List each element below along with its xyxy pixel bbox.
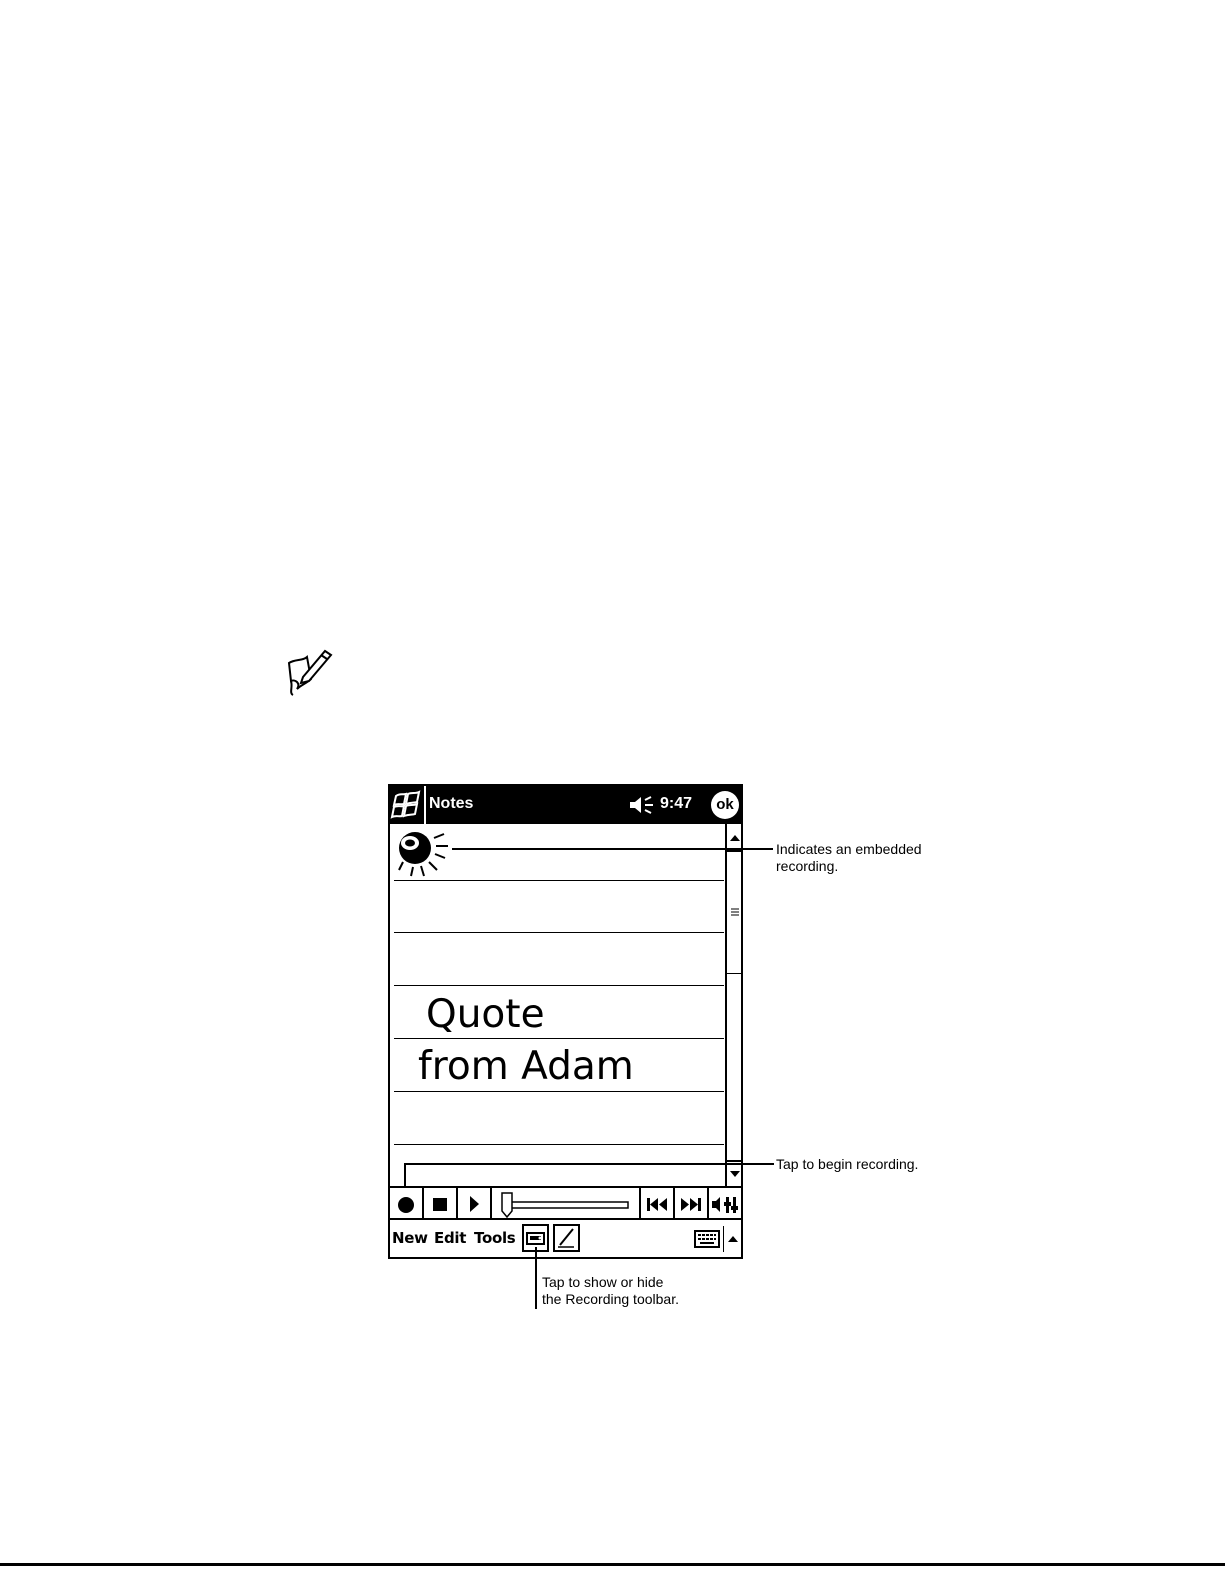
play-button[interactable] (458, 1188, 492, 1218)
position-slider[interactable] (492, 1188, 641, 1218)
skip-back-button[interactable] (641, 1188, 675, 1218)
play-icon (458, 1188, 490, 1218)
page-bottom-rule (0, 1563, 1225, 1566)
arrow-down-icon (727, 1162, 743, 1186)
embedded-recording-icon[interactable] (393, 826, 451, 878)
callout-text-line: the Recording toolbar. (542, 1291, 679, 1307)
slider-track (492, 1188, 639, 1218)
keyboard-icon[interactable] (694, 1229, 720, 1249)
ruled-line (394, 985, 724, 986)
callout-embedded-recording (776, 841, 922, 875)
title-bar (390, 786, 741, 824)
notes-screen (388, 784, 743, 1259)
app-title: Notes (429, 795, 474, 812)
ruled-line (394, 880, 724, 881)
ruled-line (394, 1091, 724, 1092)
handwriting-line[interactable]: from Adam (418, 1044, 634, 1089)
vertical-scrollbar[interactable] (725, 824, 743, 1186)
ruled-line (394, 1144, 724, 1145)
grip-icon (727, 852, 743, 974)
scroll-thumb[interactable] (727, 852, 743, 974)
note-writing-area[interactable] (390, 824, 725, 1186)
menu-new[interactable]: New (392, 1229, 428, 1247)
pen-icon (555, 1226, 578, 1250)
clock[interactable]: 9:47 (660, 795, 693, 812)
divider (723, 1226, 724, 1252)
callout-toolbar-toggle (542, 1274, 679, 1308)
windows-flag-icon (390, 786, 424, 824)
record-icon (390, 1188, 422, 1218)
callout-line-record-drop (404, 1163, 406, 1188)
handwriting-line[interactable]: Quote (426, 992, 545, 1037)
recording-toolbar (390, 1186, 741, 1220)
callout-line-embedded (452, 848, 773, 850)
menu-tools[interactable]: Tools (474, 1229, 516, 1247)
callout-begin-recording: Tap to begin recording. (776, 1156, 919, 1172)
skip-forward-button[interactable] (675, 1188, 709, 1218)
volume-icon (709, 1188, 741, 1218)
skip-forward-icon (675, 1188, 707, 1218)
stop-button[interactable] (424, 1188, 458, 1218)
speaker-muted-icon[interactable] (628, 794, 656, 816)
arrow-up-icon (727, 824, 743, 850)
input-menu-arrow-icon[interactable] (726, 1232, 740, 1246)
pen-button[interactable] (553, 1224, 580, 1252)
record-button[interactable] (390, 1188, 424, 1218)
callout-text-line: recording. (776, 858, 839, 874)
callout-text-line: Tap to show or hide (542, 1274, 664, 1290)
skip-back-icon (641, 1188, 673, 1218)
stop-icon (424, 1188, 456, 1218)
ok-button[interactable]: ok (711, 791, 739, 819)
volume-button[interactable] (709, 1188, 741, 1218)
callout-text-line: Indicates an embedded (776, 841, 922, 857)
start-button[interactable] (390, 786, 426, 824)
callout-line-record (404, 1163, 774, 1165)
note-pencil-icon (281, 645, 339, 699)
callout-line-toolbar-toggle (535, 1247, 537, 1309)
ruled-line (394, 1038, 724, 1039)
ruled-line (394, 932, 724, 933)
menu-edit[interactable]: Edit (434, 1229, 467, 1247)
menu-bar (390, 1220, 741, 1257)
